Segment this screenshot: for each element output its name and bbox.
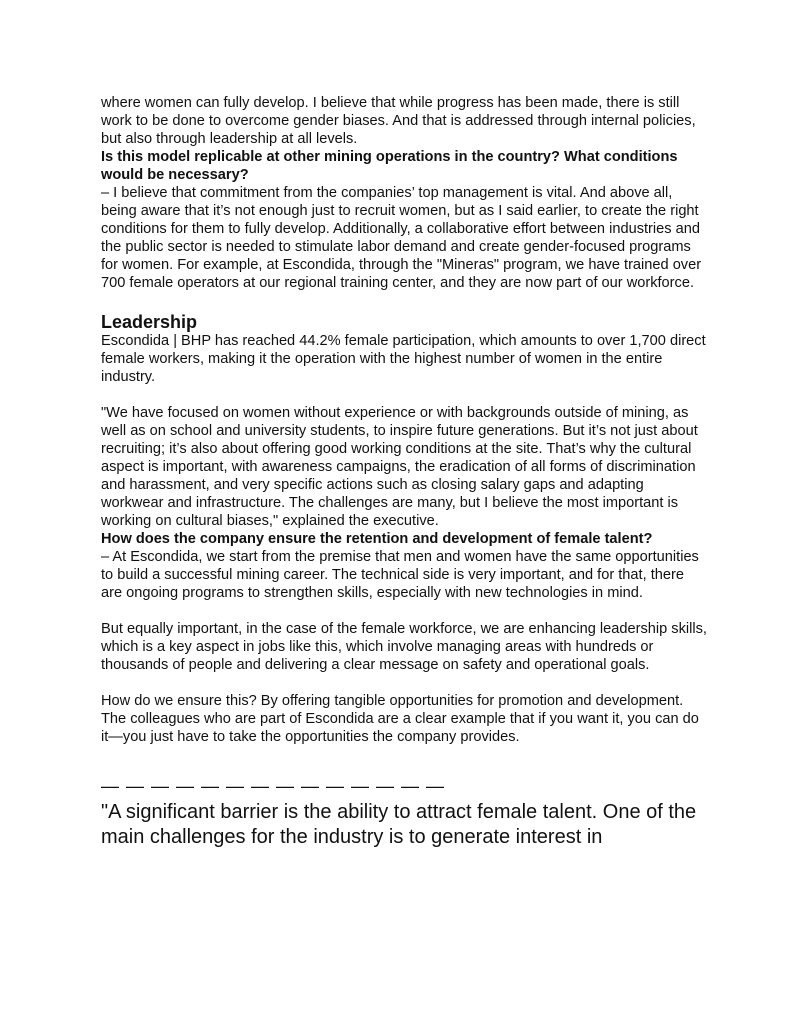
answer-retention-development: – At Escondida, we start from the premise that men and women have the same opportunities to build a successful mining career. The technical side is very important, and for that, there are ongoing programs to strengthen skills, especially with new technologies in mind.	[101, 549, 699, 601]
article-body	[101, 94, 707, 850]
leadership-paragraph-2: "We have focused on women without experience or with backgrounds outside of mining, as well as on school and university students, to inspire future generations. But it’s not just about recruiting; it’s also about offering good working conditions at the site. That’s why the cultural aspect is important, with awareness campaigns, the eradication of all forms of discrimination and harassment, and very specific actions such as closing salary gaps and adapting workwear and infrastructure. The challenges are many, but I believe the most important is working on cultural biases," explained the executive.	[101, 405, 698, 529]
pull-quote: "A significant barrier is the ability to attract female talent. One of the main challenges for the industry is to generate interest in	[101, 801, 697, 848]
question-retention-development: How does the company ensure the retention and development of female talent?	[101, 531, 653, 547]
leadership-paragraph-1: Escondida | BHP has reached 44.2% female participation, which amounts to over 1,700 direct female workers, making it the operation with the highest number of women in the entire industry.	[101, 333, 706, 385]
section-heading-leadership: Leadership	[101, 312, 198, 332]
question-replicable-model: Is this model replicable at other mining operations in the country? What conditions would be necessary?	[101, 149, 678, 183]
answer-retention-paragraph-2: But equally important, in the case of the female workforce, we are enhancing leadership skills, which is a key aspect in jobs like this, which involve managing areas with hundreds or thousands of people and delivering a clear message on safety and operational goals.	[101, 621, 707, 673]
divider-line: — — — — — — — — — — — — — —	[101, 776, 446, 796]
intro-paragraph: where women can fully develop. I believe that while progress has been made, there is still work to be done to overcome gender biases. And that is addressed through internal policies, but also through leadership at all levels.	[101, 95, 696, 147]
answer-replicable-model: – I believe that commitment from the companies’ top management is vital. And above all, being aware that it’s not enough just to recruit women, but as I said earlier, to create the right conditions for them to fully develop. Additionally, a collaborative effort between industries and the public sector is needed to stimulate labor demand and create gender-focused programs for women. For example, at Escondida, through the "Mineras" program, we have trained over 700 female operators at our regional training center, and they are now part of our workforce.	[101, 185, 702, 291]
answer-retention-paragraph-3: How do we ensure this? By offering tangible opportunities for promotion and development. The colleagues who are part of Escondida are a clear example that if you want it, you can do it—you just have to take the opportunities the company provides.	[101, 693, 699, 745]
